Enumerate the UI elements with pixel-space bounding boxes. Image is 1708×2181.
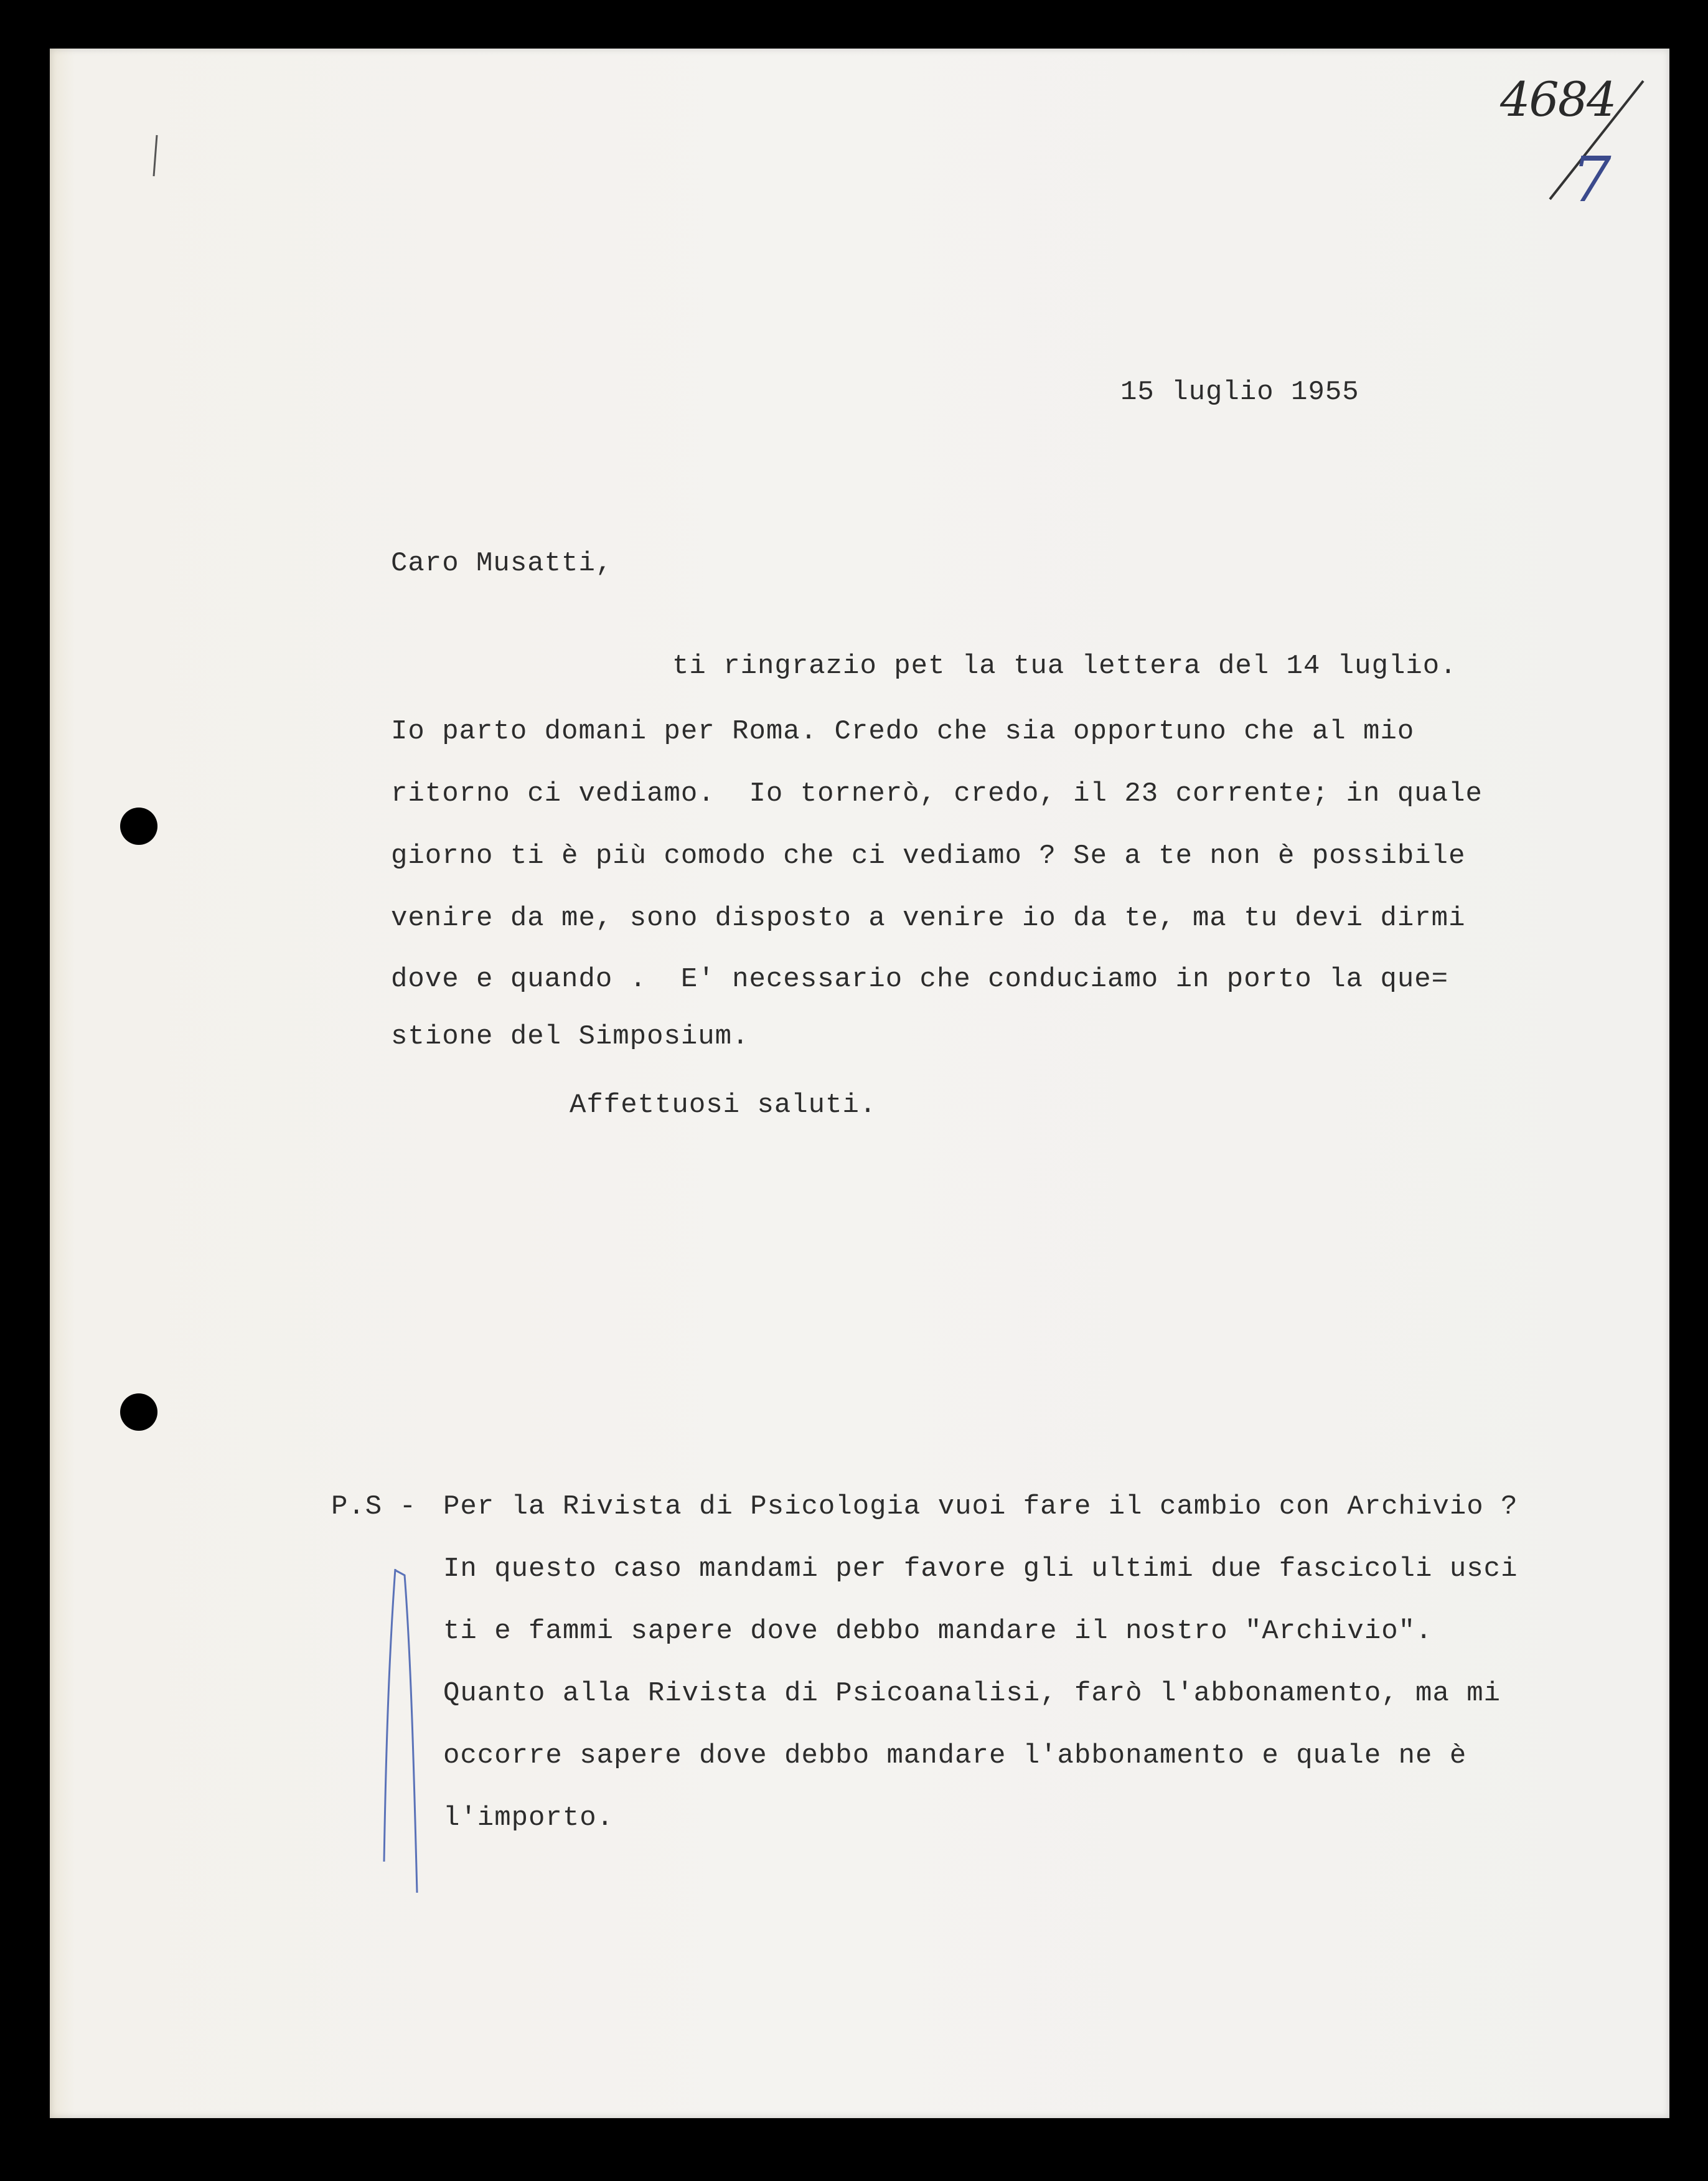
postscript-line: In questo caso mandami per favore gli ultimi due fascicoli usci bbox=[443, 1553, 1518, 1585]
postscript-line: l'importo. bbox=[443, 1802, 614, 1834]
body-line: ti ringrazio pet la tua lettera del 14 luglio. bbox=[672, 651, 1457, 682]
archive-sub-number: 7 bbox=[1572, 143, 1612, 216]
body-line: giorno ti è più comodo che ci vediamo ? Se a te non è possibile bbox=[391, 841, 1466, 872]
letter-sheet bbox=[50, 49, 1669, 2118]
postscript-label: P.S - bbox=[331, 1491, 417, 1522]
punch-hole-lower bbox=[120, 1393, 157, 1431]
postscript-line: Per la Rivista di Psicologia vuoi fare il cambio con Archivio ? bbox=[443, 1491, 1518, 1522]
pencil-tick-mark bbox=[149, 134, 162, 177]
body-line: ritorno ci vediamo. Io tornerò, credo, il 23 corrente; in quale bbox=[391, 778, 1483, 809]
body-line: venire da me, sono disposto a venire io da te, ma tu devi dirmi bbox=[391, 903, 1466, 934]
archive-number: 4684 bbox=[1500, 72, 1616, 127]
letter-salutation: Caro Musatti, bbox=[391, 548, 613, 579]
punch-hole-upper bbox=[120, 808, 157, 845]
blue-pencil-margin-mark bbox=[377, 1563, 433, 1899]
postscript-line: occorre sapere dove debbo mandare l'abbonamento e quale ne è bbox=[443, 1740, 1467, 1771]
body-line: dove e quando . E' necessario che conduciamo in porto la que= bbox=[391, 964, 1449, 995]
postscript-line: Quanto alla Rivista di Psicoanalisi, farò l'abbonamento, ma mi bbox=[443, 1678, 1501, 1709]
letter-date: 15 luglio 1955 bbox=[1120, 377, 1359, 408]
postscript-line: ti e fammi sapere dove debbo mandare il nostro "Archivio". bbox=[443, 1616, 1433, 1647]
body-line: Io parto domani per Roma. Credo che sia opportuno che al mio bbox=[391, 716, 1415, 747]
body-line: stione del Simposium. bbox=[391, 1021, 749, 1052]
letter-closing: Affettuosi saluti. bbox=[570, 1090, 877, 1121]
